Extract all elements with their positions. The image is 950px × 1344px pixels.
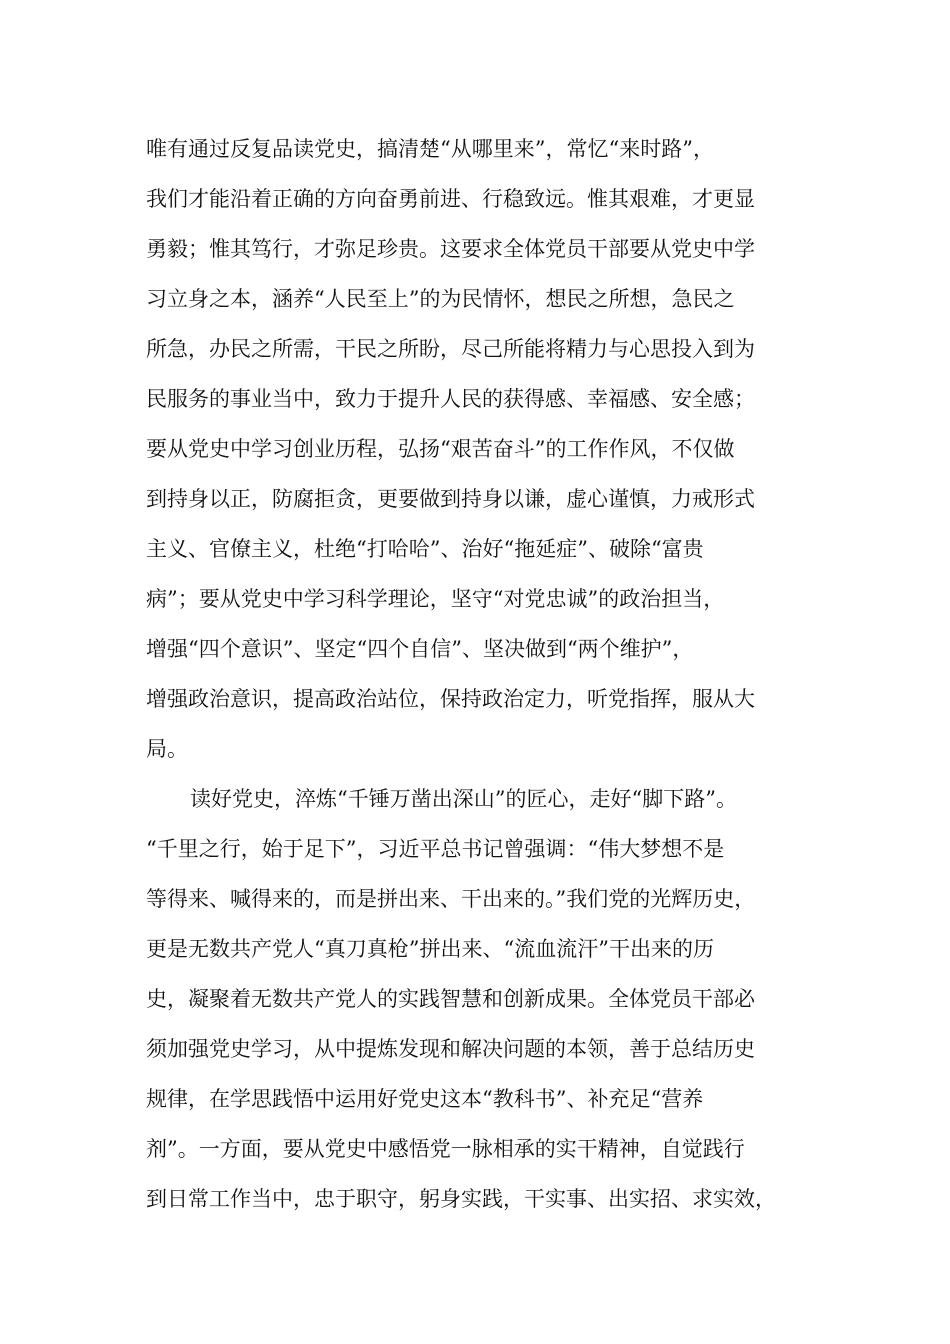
- paragraph-1-line-1: 唯有通过反复品读党史，搞清楚“从哪里来”，常忆“来时路”，: [146, 137, 714, 161]
- paragraph-1-line-5: 所急，办民之所需，干民之所盼，尽己所能将精力与心思投入到为: [146, 337, 755, 361]
- paragraph-2-line-7: 规律，在学思践悟中运用好党史这本“教科书”、补充足“营养: [146, 1087, 704, 1111]
- paragraph-2-line-4: 更是无数共产党人“真刀真枪”拼出来、“流血流汗”干出来的历: [146, 937, 714, 961]
- paragraph-1-line-9: 主义、官僚主义，杜绝“打哈哈”、治好“拖延症”、破除“富贵: [146, 537, 704, 561]
- paragraph-1-line-7: 要从党史中学习创业历程，弘扬“艰苦奋斗”的工作作风，不仅做: [146, 437, 735, 461]
- document-body: [146, 124, 806, 1224]
- paragraph-2-line-9: 到日常工作当中，忠于职守，躬身实践，干实事、出实招、求实效，: [146, 1187, 776, 1211]
- paragraph-2-line-8: 剂”。一方面，要从党史中感悟党一脉相承的实干精神，自觉践行: [146, 1137, 745, 1161]
- paragraph-1-line-8: 到持身以正，防腐拒贪，更要做到持身以谦，虚心谨慎，力戒形式: [146, 487, 755, 511]
- paragraph-1-line-11: 增强“四个意识”、坚定“四个自信”、坚决做到“两个维护”，: [146, 637, 694, 661]
- paragraph-1-line-2: 我们才能沿着正确的方向奋勇前进、行稳致远。惟其艰难，才更显: [146, 187, 755, 211]
- paragraph-2-line-5: 史，凝聚着无数共产党人的实践智慧和创新成果。全体党员干部必: [146, 987, 755, 1011]
- paragraph-1-line-6: 民服务的事业当中，致力于提升人民的获得感、幸福感、安全感；: [146, 387, 755, 411]
- paragraph-1-line-13: 局。: [146, 737, 188, 761]
- paragraph-1-line-3: 勇毅；惟其笃行，才弥足珍贵。这要求全体党员干部要从党史中学: [146, 237, 755, 261]
- paragraph-2-line-1: 读好党史，淬炼“千锤万凿出深山”的匠心，走好“脚下路”。: [190, 787, 737, 811]
- paragraph-1-line-12: 增强政治意识，提高政治站位，保持政治定力，听党指挥，服从大: [146, 687, 755, 711]
- paragraph-2-line-6: 须加强党史学习，从中提炼发现和解决问题的本领，善于总结历史: [146, 1037, 755, 1061]
- paragraph-1-line-4: 习立身之本，涵养“人民至上”的为民情怀，想民之所想，急民之: [146, 287, 735, 311]
- paragraph-2-line-3: 等得来、喊得来的，而是拼出来、干出来的。”我们党的光辉历史，: [146, 887, 756, 911]
- paragraph-2-line-2: “千里之行，始于足下”，习近平总书记曾强调：“伟大梦想不是: [146, 837, 725, 861]
- paragraph-1-line-10: 病”；要从党史中学习科学理论，坚守“对党忠诚”的政治担当，: [146, 587, 725, 611]
